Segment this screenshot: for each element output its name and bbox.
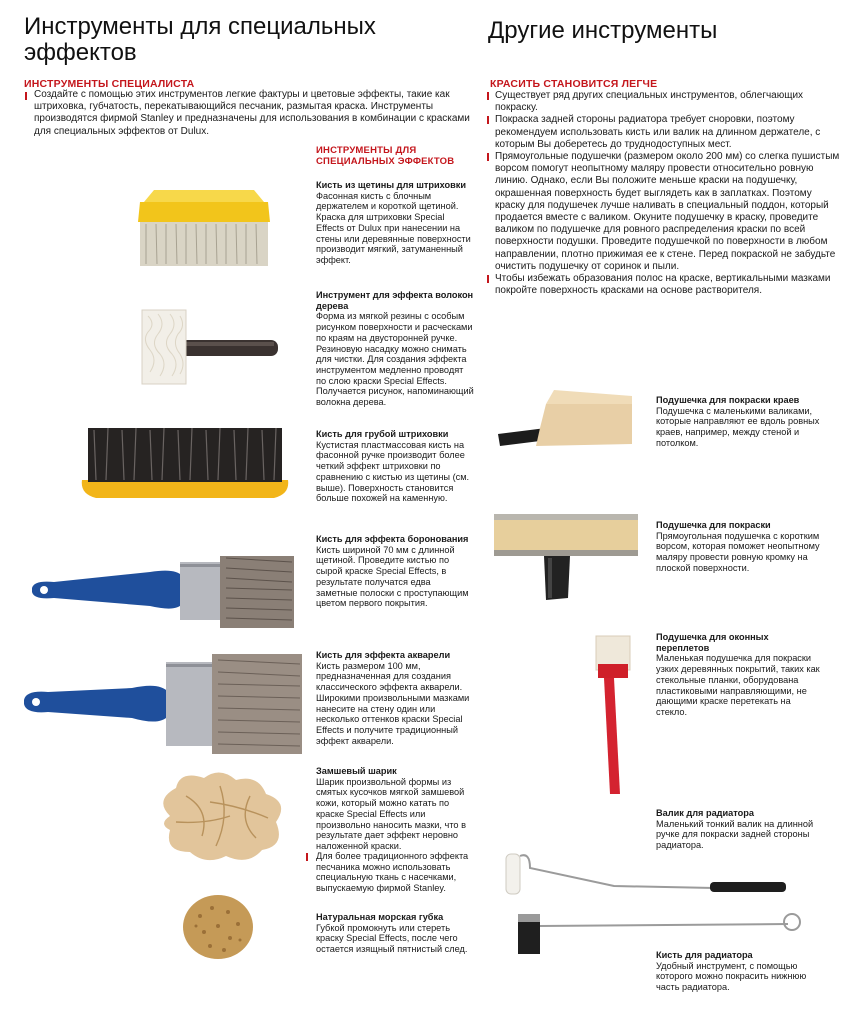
item-text: Кисть размером 100 мм, предназначенная для создания классического эффекта акварели. Широкими произвольными мазками нанесите на стену один или несколько оттенков краски Special Effects и получите традиционный эффект акварели. — [316, 660, 470, 746]
right-paragraph: Покраска задней стороны радиатора требует сноровки, поэтому рекомендуем использовать кисть или валик на длинном держателе, с которым Вы доберетесь до труднодоступных мест. — [486, 114, 840, 151]
item-text: Кисть шириной 70 мм с длинной щетиной. Проведите кистью по сырой краске Special Effects, в результате получатся едва заметные полоски с проступающим цветом первого покрытия. — [316, 544, 469, 609]
edge-pad-image — [496, 388, 636, 452]
item-paint-pad — [656, 520, 822, 574]
intro-text: Создайте с помощью этих инструментов легкие фактуры и цветовые эффекты, такие как штриховка, губчатость, перекатывающийся песчаник, размытая краска. Инструменты производятся фирмой Stanley и предназначены для использования в комбинации с красками для специальных эффектов от Dulux. — [34, 89, 470, 137]
item-title: Подушечка для покраски — [656, 520, 771, 530]
item-woodgrain-tool — [316, 290, 474, 408]
right-section-title: КРАСИТЬ СТАНОВИТСЯ ЛЕГЧЕ — [490, 78, 658, 90]
item-text: Удобный инструмент, с помощью которого можно покрасить нижнюю часть радиатора. — [656, 960, 807, 993]
item-radiator-brush — [656, 950, 822, 993]
item-text: Форма из мягкой резины с особым рисунком поверхности и расческами по краям на двусторонней ручке. Резиновую насадку можно снимать для чистки. Для создания эффекта инструментом медленно проводят по слою краски Special Effects. Получается рисунок, напоминающий волокна дерева. — [316, 311, 474, 408]
sea-sponge-image — [180, 892, 256, 962]
item-text: Прямоугольная подушечка с коротким ворсом, которая поможет неопытному маляру провести ровную кромку на плоской поверхности. — [656, 530, 820, 573]
right-paragraph: Чтобы избежать образования полос на краске, вертикальными мазками покройте поверхность красками на основе растворителя. — [486, 273, 840, 297]
radiator-brush-image — [510, 904, 802, 956]
right-paragraph: Прямоугольные подушечки (размером около 200 мм) со слегка пушистым ворсом помогут неопытному маляру провести относительно ровную линию. Однако, если Вы положите меньше краски на подушечку, окрашенная поверхность будет выглядеть как в заплатках. Поэтому краску для подушечек лучше наливать в специальный поддон, который продается вместе с валиком. Окуните подушечку в краску, проведите валиком по подушечке для ровного распределения краски по всей поверхности подушки. Проведите подушечкой по поверхности в любом направлении, плотно прижимая ее к стене. Перед покраской не забудьте очистить подушечку от соринок и пыли. — [486, 151, 840, 273]
note-bullet — [306, 853, 308, 861]
item-title: Валик для радиатора — [656, 808, 754, 818]
item-chamois-note — [316, 851, 474, 894]
item-title: Кисть для эффекта акварели — [316, 650, 451, 660]
item-title: Замшевый шарик — [316, 766, 397, 776]
item-hatching-brush — [316, 180, 474, 266]
dragging-brush-image — [30, 552, 296, 632]
item-radiator-roller — [656, 808, 822, 851]
paint-pad-image — [492, 512, 640, 602]
right-paragraph: Существует ряд других специальных инструментов, облегчающих покраску. — [486, 90, 840, 114]
item-chamois-ball — [316, 766, 474, 852]
item-title: Кисть для грубой штриховки — [316, 429, 449, 439]
item-title: Подушечка для покраски краев — [656, 395, 800, 405]
chamois-ball-image — [150, 766, 296, 866]
window-pad-image — [592, 634, 636, 796]
left-section-title: ИНСТРУМЕНТЫ СПЕЦИАЛИСТА — [24, 78, 195, 90]
woodgrain-tool-image — [140, 306, 280, 386]
item-sea-sponge — [316, 912, 474, 955]
item-title: Кисть для радиатора — [656, 950, 753, 960]
item-coarse-brush — [316, 429, 474, 504]
item-title: Кисть из щетины для штриховки — [316, 180, 467, 190]
item-edge-pad — [656, 395, 822, 449]
item-title: Подушечка для оконных переплетов — [656, 632, 769, 653]
item-text: Шарик произвольной формы из смятых кусочков мягкой замшевой кожи, который можно катать по краске Special Effects или произвольно наносить мазки, что в результате дает эффект неровно наложенной краски. — [316, 776, 466, 851]
item-text: Подушечка с маленькими валиками, которые направляют ее вдоль ровных краев, например, между стеной и потолком. — [656, 405, 820, 448]
item-text: Маленькая подушечка для покраски узких деревянных покрытий, таких как стекольные планки, оборудована пластиковыми направляющими, не дающими краске перетекать на стекло. — [656, 653, 820, 717]
coarse-brush-image — [78, 422, 292, 502]
item-text: Губкой промокнуть или стереть краску Special Effects, после чего остается изящный пятнистый след. — [316, 922, 468, 955]
item-title: Натуральная морская губка — [316, 912, 444, 922]
item-text: Фасонная кисть с блочным держателем и короткой щетиной. Краска для штриховки Special Effects от Dulux при нанесении на стены или деревянные поверхности производит мягкий, затуманенный эффект. — [316, 190, 471, 265]
left-heading: Инструменты для специальных эффектов — [24, 13, 376, 66]
item-note: Для более традиционного эффекта песчаника можно использовать специальную ткань с насечками, выпускаемую фирмой Stanley. — [316, 851, 469, 894]
radiator-roller-image — [504, 846, 788, 896]
item-text: Кустистая пластмассовая кисть на фасонной ручке производит более четкий эффект штриховки по сравнению с кистью из щетины (см. выше). Поверхность становится больше похожей на каменную. — [316, 439, 470, 504]
intro-bullet — [25, 92, 27, 100]
item-window-pad — [656, 632, 822, 718]
item-dragging-brush — [316, 534, 474, 609]
item-text: Маленький тонкий валик на длинной ручке для покраски задней стороны радиатора. — [656, 818, 814, 851]
item-watercolor-brush — [316, 650, 474, 746]
right-paragraphs — [486, 90, 840, 297]
item-title: Инструмент для эффекта волокон дерева — [316, 290, 474, 311]
watercolor-brush-image — [22, 652, 304, 756]
sub-section-title: ИНСТРУМЕНТЫ ДЛЯ СПЕЦИАЛЬНЫХ ЭФФЕКТОВ — [316, 145, 455, 167]
item-title: Кисть для эффекта боронования — [316, 534, 469, 544]
hatching-brush-image — [136, 188, 272, 268]
right-heading: Другие инструменты — [488, 17, 718, 44]
